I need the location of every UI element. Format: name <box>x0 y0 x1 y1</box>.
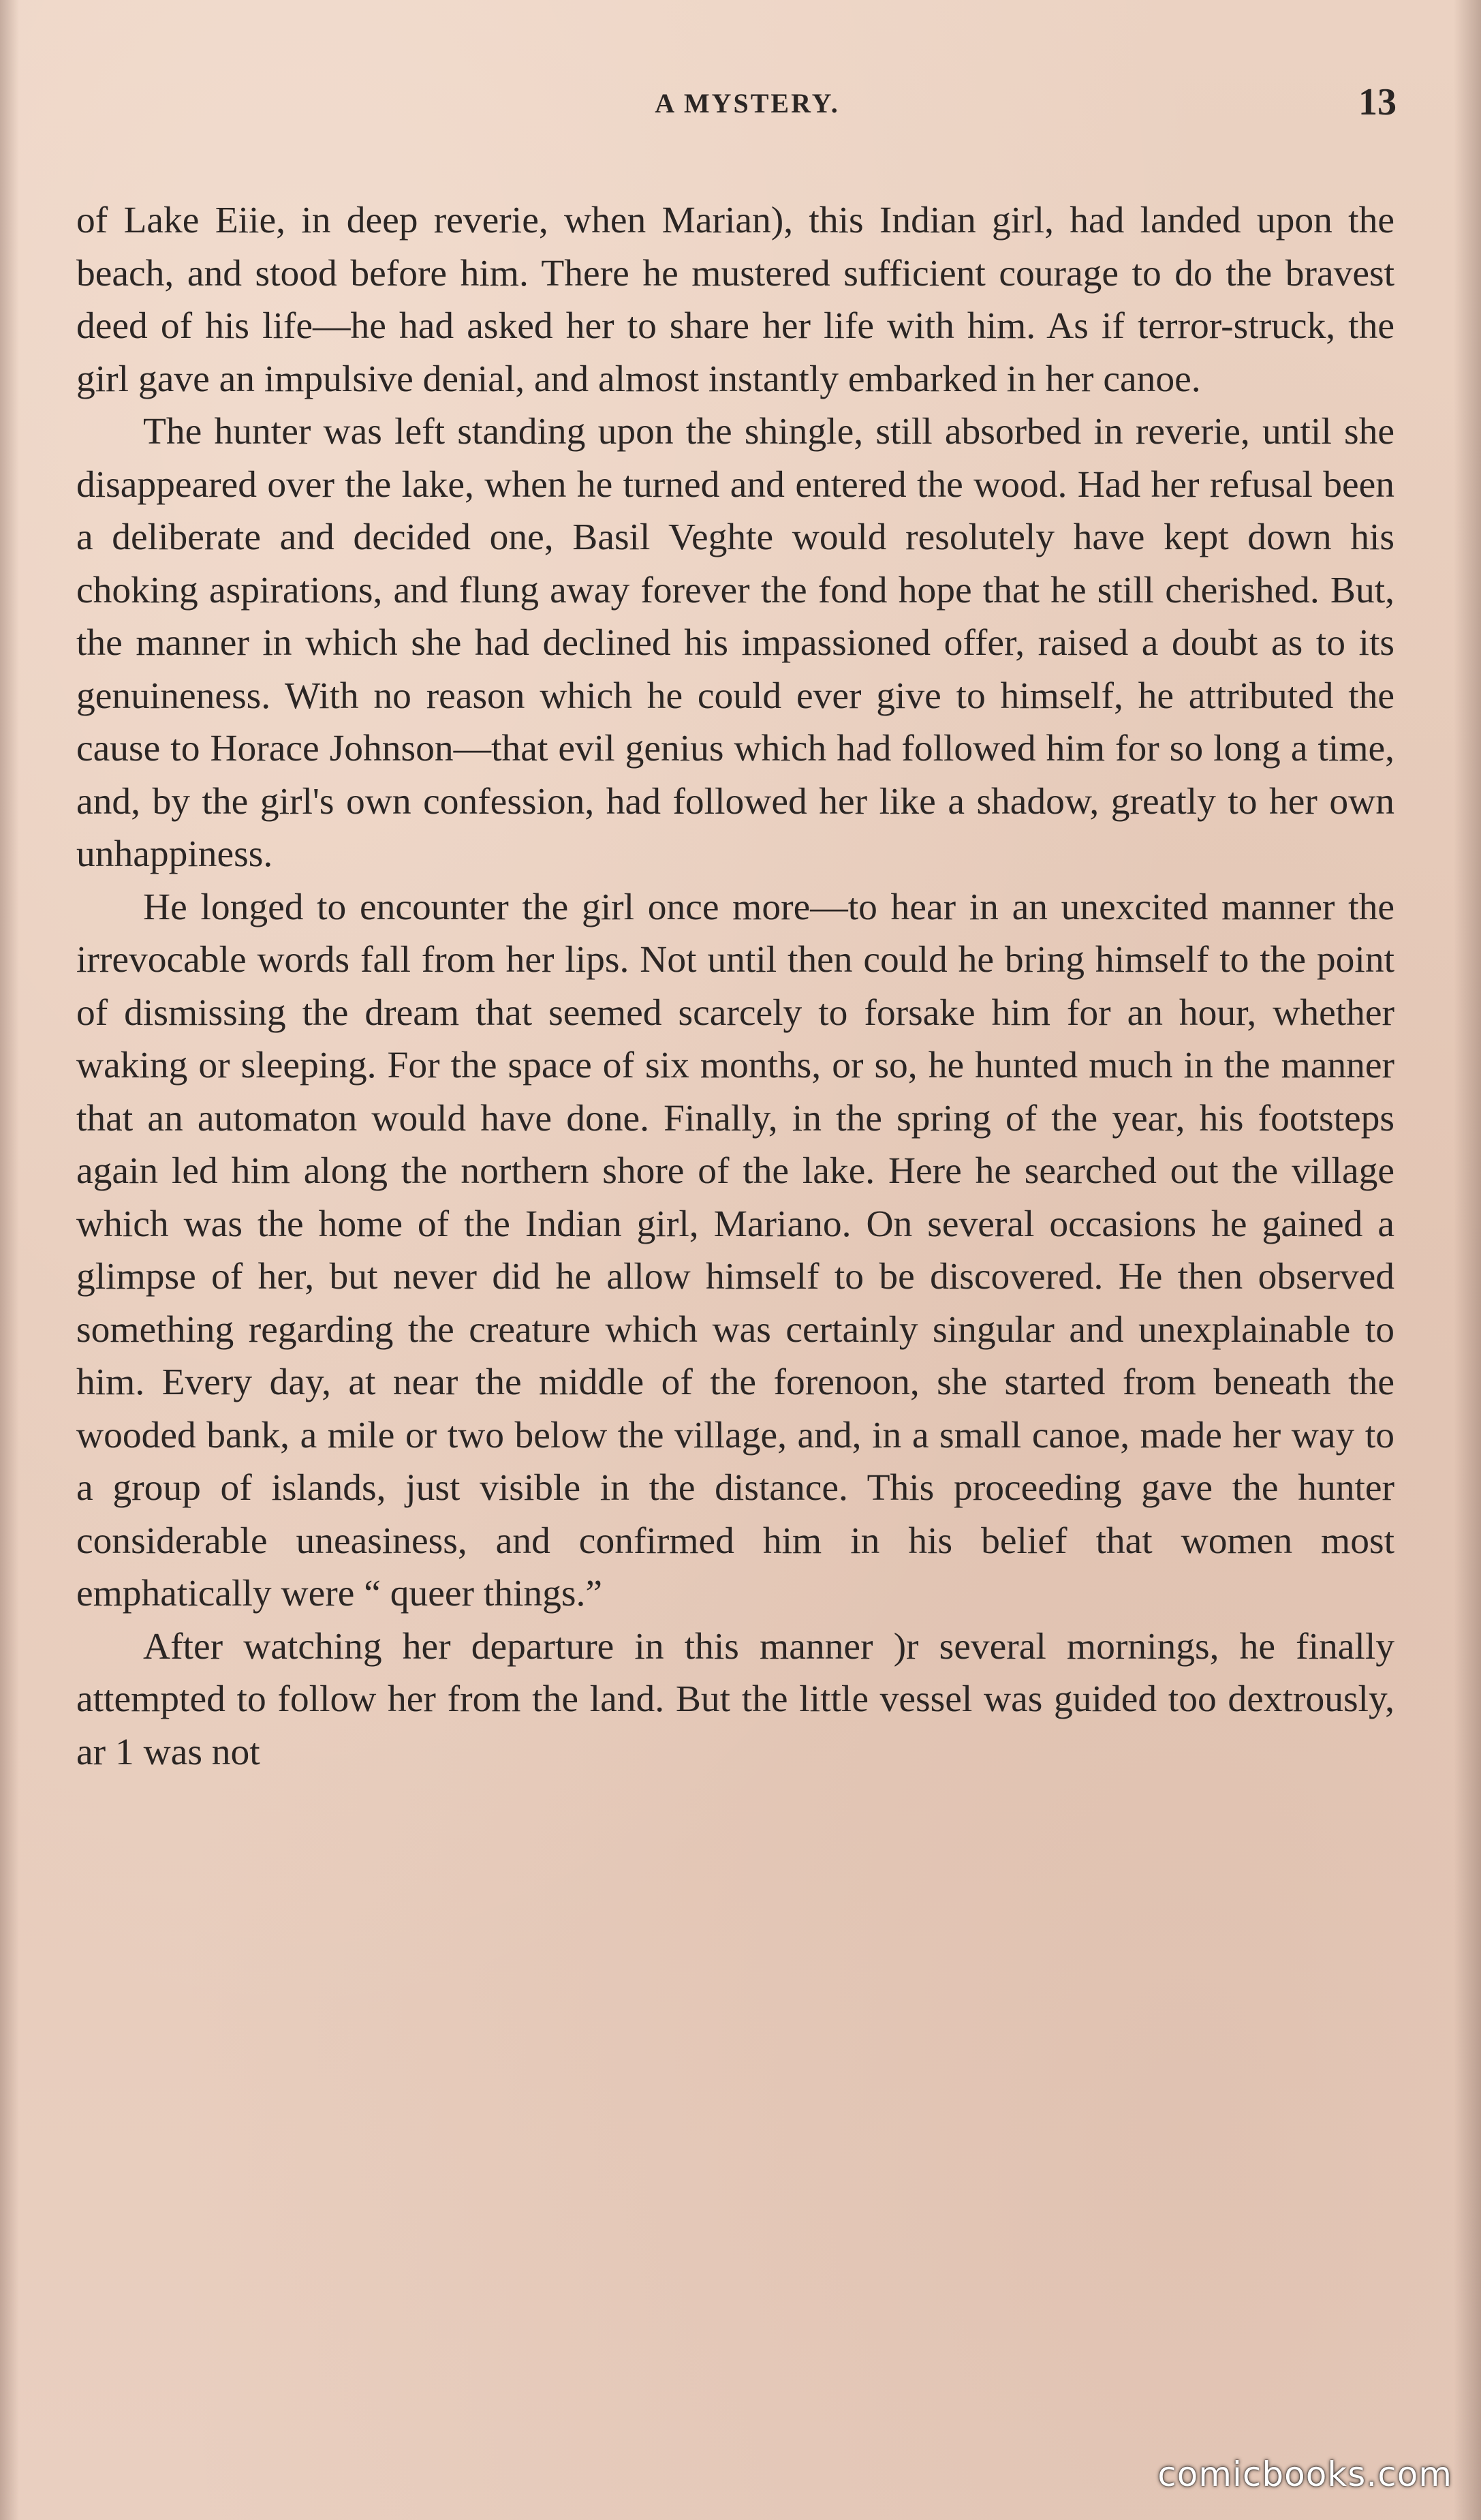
paragraph: of Lake Eiie, in deep reverie, when Marian), this Indian girl, had landed upon the beach, and stood before him. There he mustered sufficient courage to do the bravest deed of his life—he had asked her to share her life with him. As if terror-struck, the girl gave an impulsive denial, and almost instantly embarked in her canoe. <box>76 200 1394 400</box>
running-header <box>0 81 1481 142</box>
page-right-shadow <box>1454 0 1481 2520</box>
paragraph: The hunter was left standing upon the shingle, still absorbed in reverie, until she disappeared over the lake, when he turned and entered the wood. Had her refusal been a deliberate and decided one, Basil Veghte would resolutely have kept down his choking aspirations, and flung away forever the fond hope that he still cherished. But, the manner in which she had declined his impassioned offer, raised a doubt as to its genuineness. With no reason which he could ever give to himself, he attributed the cause to Horace Johnson—that evil genius which had followed him for so long a time, and, by the girl's own confession, had followed her like a shadow, greatly to her own unhappiness. <box>76 411 1394 875</box>
page-number: 13 <box>1358 81 1397 123</box>
body-text <box>76 194 1394 1779</box>
running-title: A MYSTERY. <box>655 88 840 119</box>
paragraph: After watching her departure in this manner )r several mornings, he finally attempted to follow her from the land. But the little vessel was guided too dextrously, ar 1 was not <box>76 1625 1394 1773</box>
page-left-shadow <box>0 0 19 2520</box>
watermark: comicbooks.com <box>1157 2455 1452 2494</box>
paragraph: He longed to encounter the girl once more—to hear in an unexcited manner the irrevocable words fall from her lips. Not until then could he bring himself to the point of dismissing the dream that seemed scarcely to forsake him for an hour, whether waking or sleeping. For the space of six months, or so, he hunted much in the manner that an automaton would have done. Finally, in the spring of the year, his footsteps again led him along the northern shore of the lake. Here he searched out the village which was the home of the Indian girl, Mariano. On several occasions he gained a glimpse of her, but never did he allow himself to be discovered. He then observed something regarding the creature which was certainly singular and unexplainable to him. Every day, at near the middle of the forenoon, she started from beneath the wooded bank, a mile or two below the village, and, in a small canoe, made her way to a group of islands, just visible in the distance. This proceeding gave the hunter considerable uneasiness, and confirmed him in his belief that women most emphatically were “ queer things.” <box>76 886 1394 1614</box>
